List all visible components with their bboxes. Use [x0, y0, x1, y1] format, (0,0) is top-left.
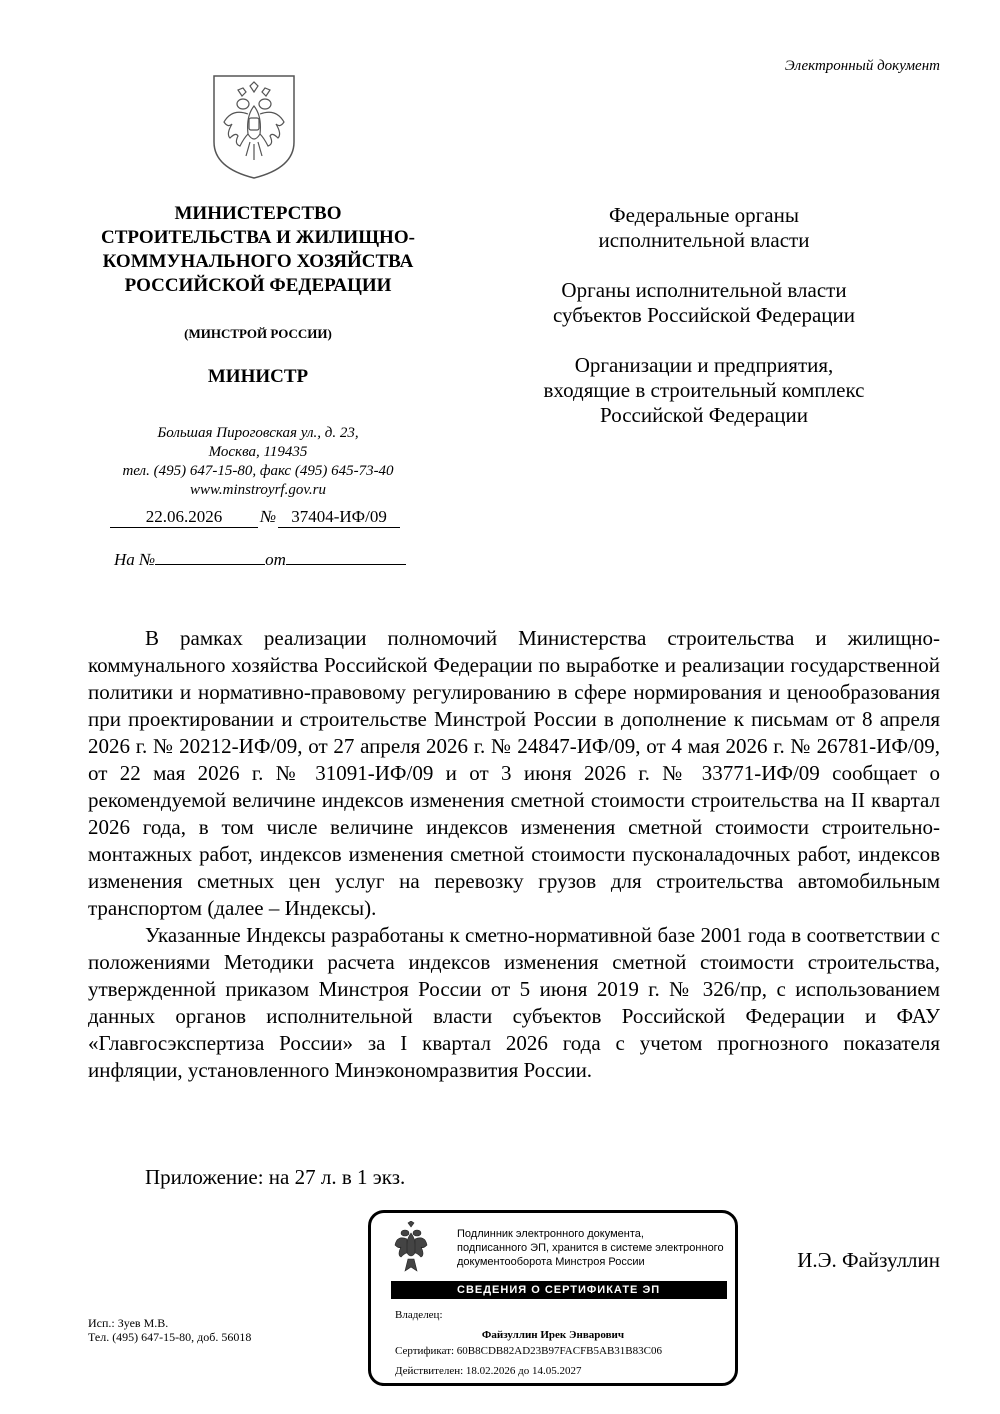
reference-from-label: от	[265, 550, 286, 569]
executor-phone: Тел. (495) 647-15-80, доб. 56018	[88, 1330, 252, 1344]
registration-line	[110, 507, 400, 528]
emblem-icon	[393, 1221, 429, 1281]
owner-name: Файзуллин Ирек Энварович	[481, 1329, 625, 1341]
owner-label: Владелец:	[395, 1309, 443, 1321]
sender-block	[88, 202, 428, 500]
ministry-name: МИНИСТЕРСТВО СТРОИТЕЛЬСТВА И ЖИЛИЩНО- КОММУНАЛЬНОГО ХОЗЯЙСТВА РОССИЙСКОЙ ФЕДЕРАЦИИ	[101, 203, 415, 296]
reference-prefix: На №	[114, 550, 156, 569]
addressee-group: Организации и предприятия, входящие в строительный комплекс Российской Федерации	[543, 353, 865, 427]
addressee-group: Органы исполнительной власти субъектов Российской Федерации	[552, 278, 856, 327]
reference-number-blank	[155, 550, 265, 565]
electronic-document-label: Электронный документ	[784, 58, 940, 74]
signatory-name: И.Э. Файзуллин	[797, 1248, 940, 1272]
document-date: 22.06.2026	[110, 507, 258, 528]
letter-body	[88, 625, 940, 1084]
reference-date-blank	[286, 550, 406, 565]
certificate-validity: Действителен: 18.02.2026 до 14.05.2027	[395, 1365, 582, 1377]
certificate-info-bar: СВЕДЕНИЯ О СЕРТИФИКАТЕ ЭП	[391, 1281, 727, 1299]
state-emblem-icon	[210, 72, 298, 180]
ministry-short-name: (МИНСТРОЙ РОССИИ)	[184, 326, 332, 341]
electronic-signature-stamp	[368, 1210, 738, 1386]
number-sign: №	[260, 507, 277, 526]
official-title: МИНИСТР	[207, 366, 309, 387]
body-paragraph: В рамках реализации полномочий Министерства строительства и жилищно-коммунального хозяйства Российской Федерации по выработке и реализации государственной политики и нормативно-правовому регулированию в сфере нормирования и ценообразования при проектировании и строительстве Минстрой России в дополнение к письмам от 8 апреля 2026 г. № 20212-ИФ/09, от 27 апреля 2026 г. № 24847-ИФ/09, от 4 мая 2026 г. № 26781-ИФ/09, от 22 мая 2026 г. № 31091-ИФ/09 и от 3 июня 2026 г. № 33771-ИФ/09 сообщает о рекомендуемой величине индексов изменения сметной стоимости строительства на II квартал 2026 года, в том числе величине индексов изменения сметной стоимости строительно-монтажных работ, индексов изменения сметной стоимости пусконаладочных работ, индексов изменения сметных цен услуг на перевозку грузов для строительства автомобильным транспортом (далее – Индексы).	[88, 626, 940, 920]
body-paragraph: Указанные Индексы разработаны к сметно-нормативной базе 2001 года в соответствии с положениями Методики расчета индексов изменения сметной стоимости строительства, утвержденной приказом Минстроя России от 5 июня 2019 г. № 326/пр, с использованием данных органов исполнительной власти субъектов Российской Федерации и ФАУ «Главгосэкспертиза России» за I квартал 2026 года с учетом прогнозного показателя инфляции, установленного Минэкономразвития России.	[88, 923, 940, 1082]
reference-line	[114, 550, 406, 570]
stamp-notice: Подлинник электронного документа, подписанного ЭП, хранится в системе электронного документооборота Минстроя России	[457, 1228, 724, 1268]
addressee-group: Федеральные органы исполнительной власти	[598, 203, 810, 252]
document-number: 37404-ИФ/09	[278, 507, 400, 528]
attachment-note: Приложение: на 27 л. в 1 экз.	[145, 1165, 406, 1189]
executor-info	[88, 1316, 251, 1344]
addressees-block	[500, 203, 908, 453]
executor-name: Исп.: Зуев М.В.	[88, 1316, 169, 1330]
sender-address: Большая Пироговская ул., д. 23, Москва, 119435 тел. (495) 647-15-80, факс (495) 645-73-40 www.minstroyrf.gov.ru	[122, 425, 394, 498]
certificate-number: Сертификат: 60B8CDB82AD23B97FACFB5AB31B83C06	[395, 1345, 662, 1357]
